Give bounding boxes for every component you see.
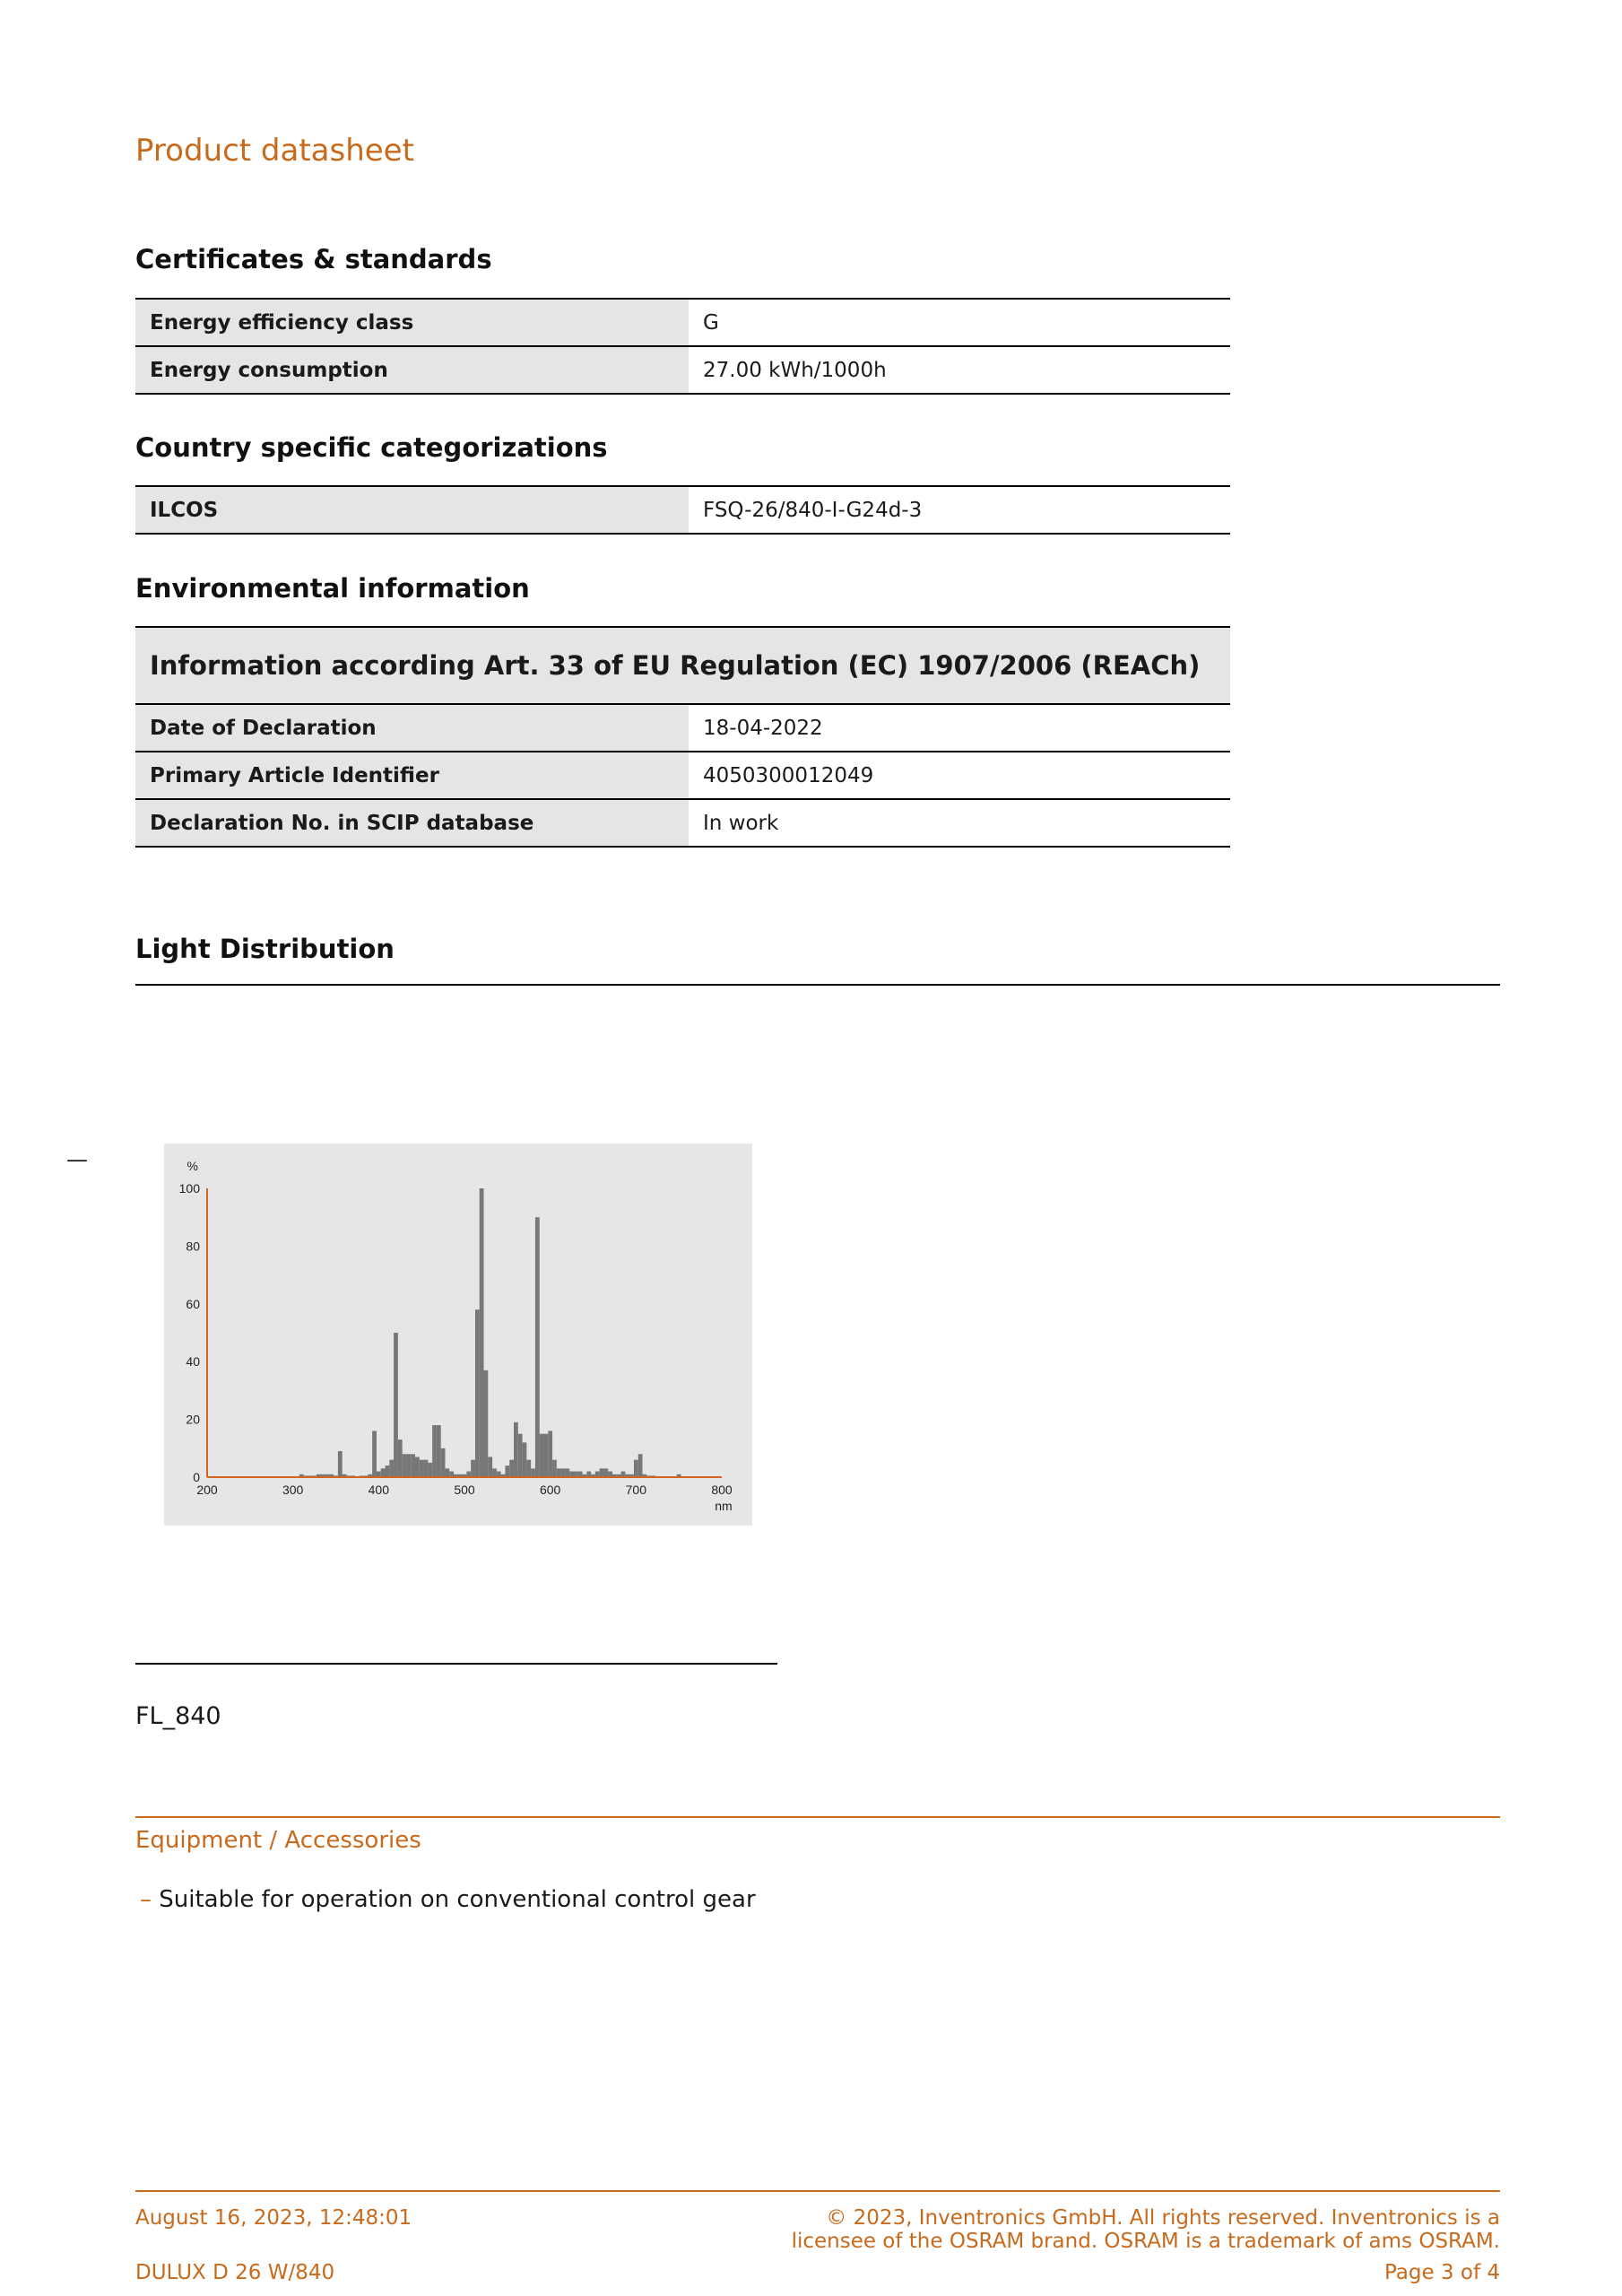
- table-row: [135, 627, 1230, 704]
- y-tick-label: 60: [186, 1296, 200, 1311]
- chart-bar: [437, 1425, 441, 1477]
- declaration-date-label: Date of Declaration: [135, 704, 689, 752]
- chart-bar: [543, 1434, 548, 1477]
- footer-divider: [135, 2190, 1500, 2192]
- scip-label: Declaration No. in SCIP database: [135, 799, 689, 847]
- footer-copyright: [792, 2206, 1500, 2253]
- chart-bar: [488, 1457, 492, 1477]
- chart-bar: [403, 1454, 407, 1477]
- chart-bar: [540, 1434, 544, 1477]
- spectrum-chart: [164, 1144, 752, 1526]
- article-identifier-label: Primary Article Identifier: [135, 752, 689, 799]
- equipment-heading: Equipment / Accessories: [135, 1827, 421, 1854]
- chart-bar: [386, 1465, 390, 1477]
- chart-bar: [445, 1468, 449, 1477]
- table-row: [135, 486, 1230, 534]
- x-axis-label: nm: [715, 1499, 733, 1513]
- scip-value: In work: [689, 799, 1230, 847]
- chart-bar: [338, 1451, 343, 1477]
- chart-bar: [492, 1468, 497, 1477]
- x-tick-label: 200: [196, 1483, 218, 1497]
- x-tick-label: 800: [711, 1483, 733, 1497]
- chart-bar: [514, 1422, 518, 1477]
- chart-bar: [480, 1188, 484, 1477]
- y-tick-label: 20: [186, 1412, 200, 1427]
- chart-bar: [475, 1309, 480, 1477]
- chart-bar: [505, 1465, 509, 1477]
- y-tick-label: 100: [178, 1181, 200, 1196]
- environmental-table: [135, 626, 1230, 848]
- chart-bar: [638, 1454, 643, 1477]
- chart-bar: [398, 1439, 403, 1477]
- x-tick-label: 400: [368, 1483, 390, 1497]
- x-tick-label: 500: [454, 1483, 475, 1497]
- energy-consumption-value: 27.00 kWh/1000h: [689, 346, 1230, 394]
- chart-bar: [372, 1431, 377, 1477]
- environmental-heading: Environmental information: [135, 573, 530, 604]
- chart-bar: [428, 1463, 432, 1477]
- reach-subheading: Information according Art. 33 of EU Regulation (EC) 1907/2006 (REACh): [135, 627, 1230, 704]
- chart-bar: [600, 1468, 604, 1477]
- list-item: [140, 1886, 756, 1913]
- chart-bar: [523, 1442, 527, 1477]
- y-tick-label: 40: [186, 1354, 200, 1370]
- chart-bar: [381, 1468, 386, 1477]
- x-tick-label: 300: [282, 1483, 304, 1497]
- chart-bar: [424, 1460, 429, 1477]
- x-tick-label: 700: [625, 1483, 647, 1497]
- bullet-dash: –: [140, 1886, 152, 1913]
- chart-bar: [603, 1468, 608, 1477]
- y-tick-label: 80: [186, 1239, 200, 1254]
- table-row: [135, 299, 1230, 346]
- copyright-line-1: © 2023, Inventronics GmbH. All rights reserved. Inventronics is a: [826, 2206, 1500, 2230]
- y-axis-label: %: [186, 1159, 198, 1173]
- table-row: [135, 704, 1230, 752]
- chart-bar: [535, 1217, 540, 1477]
- light-distribution-heading: Light Distribution: [135, 934, 395, 964]
- equipment-divider: [135, 1816, 1500, 1818]
- chart-bar: [432, 1425, 437, 1477]
- chart-bar: [518, 1434, 523, 1477]
- chart-bar: [484, 1370, 489, 1477]
- section-divider: [135, 984, 1500, 986]
- chart-bar: [394, 1333, 398, 1477]
- chart-bar: [548, 1431, 552, 1477]
- chart-bar: [471, 1460, 475, 1477]
- table-row: [135, 346, 1230, 394]
- chart-underline: [135, 1663, 777, 1665]
- energy-consumption-label: Energy consumption: [135, 346, 689, 394]
- declaration-date-value: 18-04-2022: [689, 704, 1230, 752]
- chart-bar: [531, 1468, 535, 1477]
- certificates-table: [135, 298, 1230, 395]
- chart-bar: [634, 1460, 638, 1477]
- x-tick-label: 600: [539, 1483, 561, 1497]
- country-heading: Country specific categorizations: [135, 432, 608, 463]
- chart-caption: FL_840: [135, 1702, 221, 1730]
- page-title: Product datasheet: [135, 133, 414, 169]
- side-dash: —: [66, 1147, 88, 1172]
- chart-bar: [509, 1460, 514, 1477]
- footer-page: Page 3 of 4: [1383, 2261, 1500, 2284]
- country-table: [135, 485, 1230, 535]
- chart-bar: [389, 1460, 394, 1477]
- energy-class-label: Energy efficiency class: [135, 299, 689, 346]
- chart-bar: [552, 1460, 557, 1477]
- table-row: [135, 752, 1230, 799]
- energy-class-value: G: [689, 299, 1230, 346]
- certificates-heading: Certificates & standards: [135, 244, 492, 274]
- chart-bar: [420, 1460, 424, 1477]
- chart-bar: [406, 1454, 411, 1477]
- spectrum-chart-svg: [164, 1144, 752, 1526]
- chart-bar: [411, 1454, 415, 1477]
- table-row: [135, 799, 1230, 847]
- y-tick-label: 0: [193, 1470, 200, 1484]
- chart-bar: [441, 1448, 446, 1477]
- ilcos-label: ILCOS: [135, 486, 689, 534]
- chart-bar: [415, 1457, 420, 1477]
- equipment-item-text: Suitable for operation on conventional control gear: [159, 1886, 756, 1913]
- chart-bar: [557, 1468, 561, 1477]
- article-identifier-value: 4050300012049: [689, 752, 1230, 799]
- chart-bar: [561, 1468, 566, 1477]
- chart-bar: [526, 1460, 531, 1477]
- ilcos-value: FSQ-26/840-I-G24d-3: [689, 486, 1230, 534]
- footer-date: August 16, 2023, 12:48:01: [135, 2206, 412, 2230]
- copyright-line-2: licensee of the OSRAM brand. OSRAM is a trademark of ams OSRAM.: [791, 2230, 1500, 2253]
- footer-product: DULUX D 26 W/840: [135, 2261, 335, 2284]
- chart-bar: [565, 1468, 569, 1477]
